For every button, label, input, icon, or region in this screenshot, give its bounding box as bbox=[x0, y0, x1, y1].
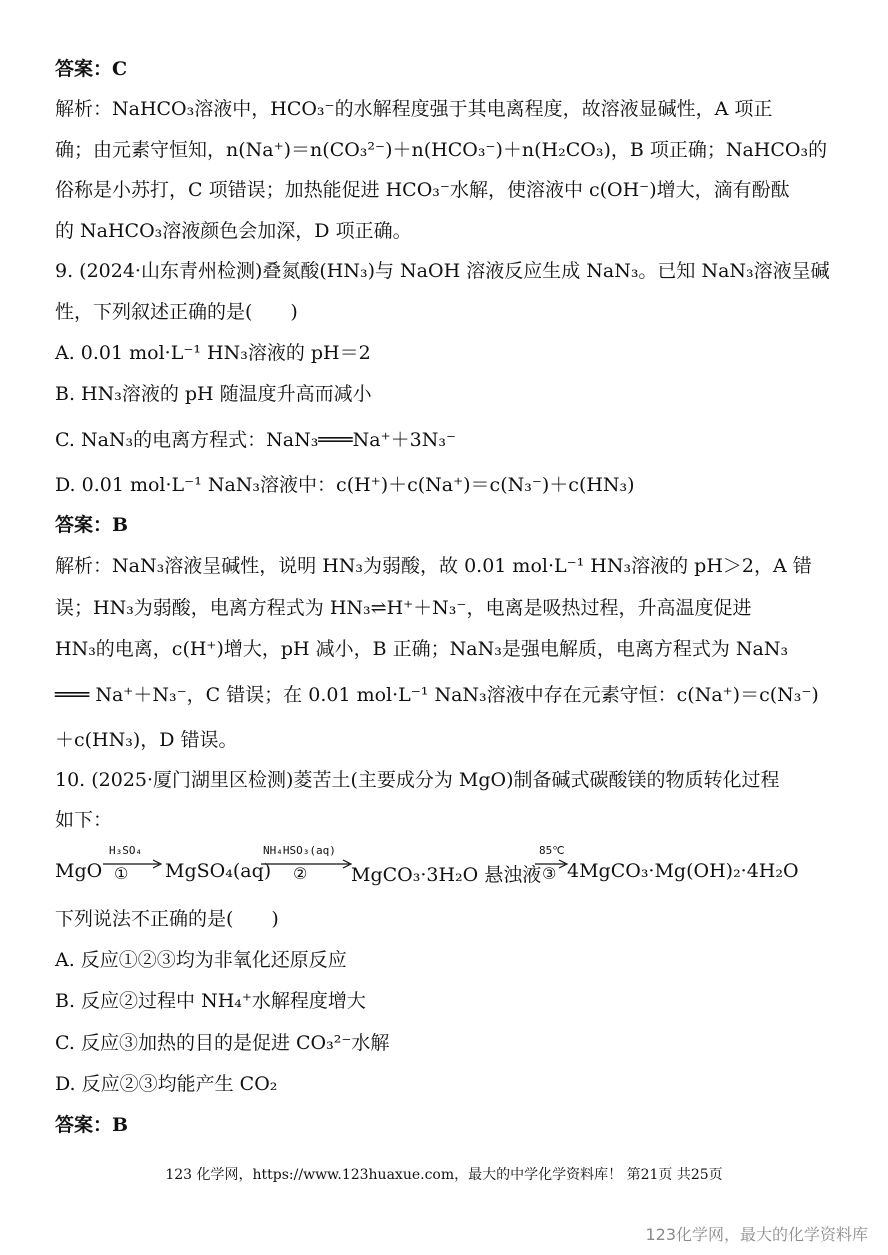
question-10-option-d: D. 反应②③均能产生 CO₂ bbox=[55, 1073, 278, 1095]
condition-3: 85℃ bbox=[539, 844, 565, 857]
question-10-prompt: 下列说法不正确的是( ) bbox=[55, 908, 279, 930]
question-10-stem: 10. (2025·厦门湖里区检测)菱苦土(主要成分为 MgO)制备碱式碳酸镁的物质转化过程 bbox=[55, 769, 780, 791]
species-basic-magnesium-carbonate: 4MgCO₃·Mg(OH)₂·4H₂O bbox=[567, 860, 799, 882]
step-1-marker: ① bbox=[114, 864, 129, 883]
analysis-text: 解析：NaHCO₃溶液中，HCO₃⁻的水解程度强于其电离程度，故溶液显碱性，A 项正 bbox=[55, 98, 773, 120]
analysis-text: 的 NaHCO₃溶液颜色会加深，D 项正确。 bbox=[55, 220, 412, 242]
reaction-scheme bbox=[55, 840, 855, 900]
question-10-stem: 如下： bbox=[55, 809, 113, 831]
arrow-1 bbox=[103, 858, 163, 870]
analysis-text: HN₃的电离，c(H⁺)增大，pH 减小，B 正确；NaN₃是强电解质，电离方程式为 NaN₃ bbox=[55, 638, 789, 660]
analysis-text: 解析：NaN₃溶液呈碱性，说明 HN₃为弱酸，故 0.01 mol·L⁻¹ HN₃溶液的 pH＞2，A 错 bbox=[55, 555, 812, 577]
question-9-option-d: D. 0.01 mol·L⁻¹ NaN₃溶液中：c(H⁺)＋c(Na⁺)＝c(N₃⁻)＋c(HN₃) bbox=[55, 474, 635, 496]
question-9-option-c: C. NaN₃的电离方程式：NaN₃═══Na⁺＋3N₃⁻ bbox=[55, 429, 456, 451]
analysis-text: 误；HN₃为弱酸，电离方程式为 HN₃⇌H⁺＋N₃⁻，电离是吸热过程，升高温度促进 bbox=[55, 597, 752, 619]
question-9-stem: 性，下列叙述正确的是( ) bbox=[55, 301, 298, 323]
condition-2: NH₄HSO₃(aq) bbox=[263, 844, 336, 857]
question-9-stem: 9. (2024·山东青州检测)叠氮酸(HN₃)与 NaOH 溶液反应生成 NaN₃。已知 NaN₃溶液呈碱 bbox=[55, 260, 830, 282]
step-3-marker: ③ bbox=[542, 864, 557, 883]
analysis-text: 俗称是小苏打，C 项错误；加热能促进 HCO₃⁻水解，使溶液中 c(OH⁻)增大，滴有酚酞 bbox=[55, 179, 790, 201]
page-footer: 123 化学网，https://www.123huaxue.com，最大的中学化学资料库！ 第21页 共25页 bbox=[165, 1167, 723, 1183]
question-10-option-c: C. 反应③加热的目的是促进 CO₃²⁻水解 bbox=[55, 1032, 390, 1054]
question-10-option-a: A. 反应①②③均为非氧化还原反应 bbox=[55, 949, 347, 971]
answer-label-9: 答案：B bbox=[55, 514, 129, 536]
condition-1: H₃SO₄ bbox=[109, 844, 143, 857]
species-mgo: MgO bbox=[55, 860, 103, 882]
step-2-marker: ② bbox=[293, 864, 308, 883]
analysis-text: ═══ Na⁺＋N₃⁻，C 错误；在 0.01 mol·L⁻¹ NaN₃溶液中存在元素守恒：c(Na⁺)＝c(N₃⁻) bbox=[55, 684, 819, 706]
site-watermark: 123化学网，最大的化学资料库 bbox=[645, 1225, 868, 1244]
answer-label-10: 答案：B bbox=[55, 1114, 129, 1136]
species-mgso4: MgSO₄(aq) bbox=[165, 860, 272, 882]
question-10-option-b: B. 反应②过程中 NH₄⁺水解程度增大 bbox=[55, 990, 366, 1012]
analysis-text: 确；由元素守恒知，n(Na⁺)＝n(CO₃²⁻)＋n(HCO₃⁻)＋n(H₂CO₃)，B 项正确；NaHCO₃的 bbox=[55, 139, 828, 161]
analysis-text: ＋c(HN₃)，D 错误。 bbox=[55, 729, 238, 751]
question-9-option-b: B. HN₃溶液的 pH 随温度升高而减小 bbox=[55, 383, 372, 405]
answer-label-8: 答案：C bbox=[55, 58, 128, 80]
question-9-option-a: A. 0.01 mol·L⁻¹ HN₃溶液的 pH＝2 bbox=[55, 342, 371, 364]
species-mgco3-suspension: MgCO₃·3H₂O 悬浊液 bbox=[351, 864, 542, 886]
